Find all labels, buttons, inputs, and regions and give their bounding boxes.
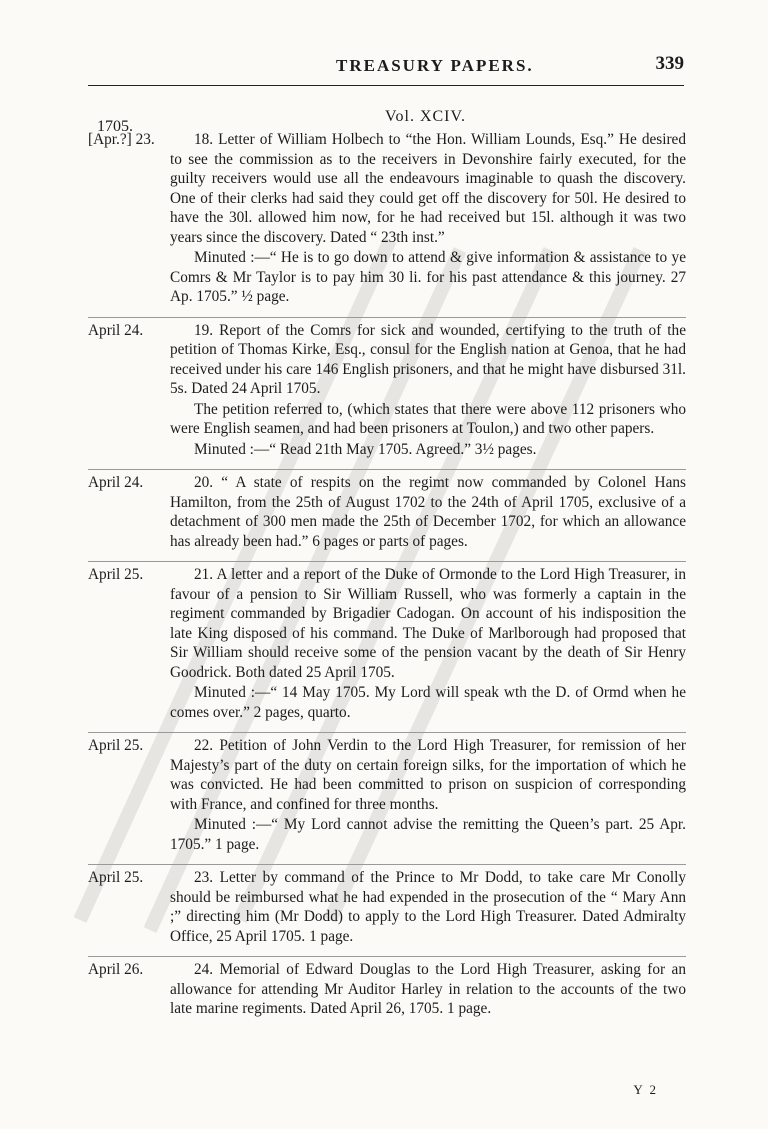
entry-19 — [88, 317, 686, 460]
entry-minute: Minuted :—“ He is to go down to attend & give information & assistance to ye Comrs & Mr Taylor is to pay him 30 li. for his past attendance & this journey. 27 Ap. 1705.” ½ page. — [170, 249, 686, 305]
entry-date: April 25. — [88, 566, 144, 583]
signature-mark: Y 2 — [633, 1082, 658, 1097]
entry-enclosure: The petition referred to, (which states that there were above 112 prisoners who were English seamen, and had been prisoners at Toulon,) and two other papers. — [170, 400, 686, 437]
entry-22 — [88, 732, 686, 854]
entry-24 — [88, 956, 686, 1019]
entry-date: April 25. — [88, 737, 144, 754]
entry-23 — [88, 864, 686, 946]
entry-date: [Apr.?] 23. — [88, 131, 155, 148]
page-number: 339 — [655, 53, 684, 74]
entry-text: 21. A letter and a report of the Duke of Ormonde to the Lord High Treasurer, in favour of a pension to Sir William Russell, who was formerly a captain in the regiment commanded by Brigadier Cadogan. On account of his indisposition the late King disposed of his command. The Duke of Marlborough had proposed that Sir William should receive some of the pension vacant by the death of Sir Henry Goodrick. Both dated 25 April 1705. — [170, 566, 686, 681]
entry-minute: Minuted :—“ 14 May 1705. My Lord will speak wth the D. of Ormd when he comes over.” 2 pages, quarto. — [170, 684, 686, 721]
entry-text: 20. “ A state of respits on the regimt now commanded by Colonel Hans Hamilton, from the 25th of August 1702 to the 24th of April 1705, exclusive of a detachment of 300 men made the 25th of December 1702, for which an allowance has already been had.” 6 pages or parts of pages. — [170, 474, 686, 550]
entry-minute: Minuted :—“ Read 21th May 1705. Agreed.” 3½ pages. — [194, 440, 537, 458]
entry-minute: Minuted :—“ My Lord cannot advise the remitting the Queen’s part. 25 Apr. 1705.” 1 page. — [170, 816, 686, 853]
entry-text: 19. Report of the Comrs for sick and wounded, certifying to the truth of the petition of Thomas Kirke, Esq., consul for the English nation at Genoa, that he had received under his care 146 English prisoners, and that he might have disbursed 31l. 5s. Dated 24 April 1705. — [170, 321, 686, 397]
entry-date: April 24. — [88, 321, 144, 339]
volume-heading: Vol. XCIV. — [385, 108, 466, 125]
entries-list — [88, 130, 686, 1029]
entry-21 — [88, 561, 686, 722]
entry-date: April 25. — [88, 869, 144, 886]
header-rule — [88, 85, 684, 86]
entry-text: 18. Letter of William Holbech to “the Hon. William Lounds, Esq.” He desired to see the commission as to the receivers in Devonshire fairly executed, for the guilty receivers would use all the endeavours imaginable to quash the discovery. One of their clerks had said they could get off the discovery for 50l. He desired to have the 30l. allowed him now, for he had received but 15l. although it was two years since the discovery. Dated “ 23th inst.” — [170, 131, 686, 246]
year-marginal: 1705. — [97, 118, 133, 135]
entry-date: April 24. — [88, 474, 144, 491]
running-header-title: TREASURY PAPERS. — [336, 56, 534, 75]
entry-text: 22. Petition of John Verdin to the Lord High Treasurer, for remission of her Majesty’s part of the duty on certain foreign silks, for the importation of which he was convicted. He had been committed to prison on suspicion of corresponding with France, and confined for three months. — [170, 737, 686, 813]
entry-text: 23. Letter by command of the Prince to Mr Dodd, to take care Mr Conolly should be reimbursed what he had expended in the prosecution of the “ Mary Ann ;” directing him (Mr Dodd) to apply to the Lord High Treasurer. Dated Admiralty Office, 25 April 1705. 1 page. — [170, 869, 686, 945]
entry-18 — [88, 130, 686, 307]
entry-date: April 26. — [88, 961, 144, 978]
entry-text: 24. Memorial of Edward Douglas to the Lord High Treasurer, asking for an allowance for attending Mr Auditor Harley in relation to the accounts of the two late marine regiments. Dated April 26, 1705. 1 page. — [170, 961, 686, 1017]
entry-20 — [88, 469, 686, 551]
